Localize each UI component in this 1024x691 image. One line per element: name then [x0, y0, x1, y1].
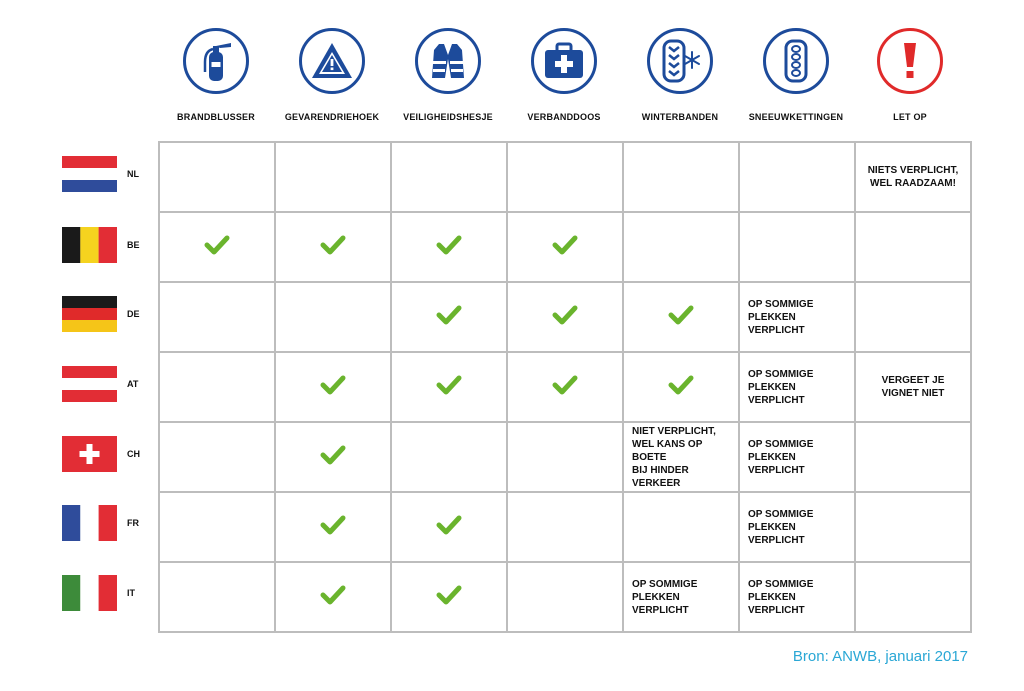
- table-cell: [739, 422, 855, 492]
- first-aid-kit-icon: [531, 28, 597, 94]
- checkmark-icon: [552, 235, 578, 255]
- table-cell: [623, 282, 739, 352]
- table-cell: [275, 212, 391, 282]
- column-header-gevarendriehoek: [274, 28, 390, 122]
- austria-flag: [62, 366, 117, 402]
- row-label-de: [62, 296, 140, 332]
- table-cell: [391, 282, 507, 352]
- table-cell: [275, 352, 391, 422]
- row-label-at: [62, 366, 138, 402]
- table-cell: [391, 212, 507, 282]
- table-cell: [159, 422, 275, 492]
- table-cell: [507, 212, 623, 282]
- table-cell: [159, 562, 275, 632]
- checkmark-icon: [436, 585, 462, 605]
- table-cell: [855, 422, 971, 492]
- table-cell: [623, 212, 739, 282]
- winter-tire-icon: [647, 28, 713, 94]
- row-label-ch: [62, 436, 140, 472]
- country-code: AT: [127, 379, 139, 389]
- table-row: [159, 422, 971, 492]
- checkmark-icon: [668, 305, 694, 325]
- table-cell: [159, 212, 275, 282]
- belgium-flag: [62, 227, 117, 263]
- column-header-winterbanden: [622, 28, 738, 122]
- safety-vest-icon: [415, 28, 481, 94]
- table-row: [159, 212, 971, 282]
- table-cell: [391, 562, 507, 632]
- table-cell: [855, 352, 971, 422]
- column-label: LET OP: [893, 112, 927, 122]
- table-cell: [159, 492, 275, 562]
- switzerland-flag: [62, 436, 117, 472]
- table-cell: [159, 282, 275, 352]
- table-cell: [391, 492, 507, 562]
- cell-note: NIET VERPLICHT, WEL KANS OP BOETE BIJ HINDER VERKEER: [632, 425, 716, 489]
- table-cell: [275, 142, 391, 212]
- table-cell: [275, 492, 391, 562]
- checkmark-icon: [320, 585, 346, 605]
- column-header-let-op: [852, 28, 968, 122]
- table-cell: [855, 142, 971, 212]
- warning-triangle-icon: [299, 28, 365, 94]
- table-cell: [275, 562, 391, 632]
- table-cell: [623, 492, 739, 562]
- table-cell: [507, 352, 623, 422]
- table-cell: [623, 352, 739, 422]
- germany-flag: [62, 296, 117, 332]
- table-row: [159, 282, 971, 352]
- checkmark-icon: [320, 515, 346, 535]
- table-cell: [623, 562, 739, 632]
- table-cell: [855, 492, 971, 562]
- table-cell: [739, 562, 855, 632]
- france-flag: [62, 505, 117, 541]
- table-cell: [507, 142, 623, 212]
- country-code: BE: [127, 240, 140, 250]
- column-header-veiligheidshesje: [390, 28, 506, 122]
- column-label: BRANDBLUSSER: [177, 112, 255, 122]
- table-cell: [623, 142, 739, 212]
- table-cell: [855, 562, 971, 632]
- row-label-fr: [62, 505, 139, 541]
- checkmark-icon: [436, 515, 462, 535]
- table-row: [159, 142, 971, 212]
- cell-note: OP SOMMIGE PLEKKEN VERPLICHT: [748, 438, 814, 476]
- checkmark-icon: [204, 235, 230, 255]
- column-header-verbanddoos: [506, 28, 622, 122]
- cell-note: OP SOMMIGE PLEKKEN VERPLICHT: [748, 508, 814, 546]
- table-row: [159, 492, 971, 562]
- country-code: DE: [127, 309, 140, 319]
- source-note: Bron: ANWB, januari 2017: [792, 648, 968, 665]
- column-label: SNEEUWKETTINGEN: [748, 112, 844, 122]
- row-label-it: [62, 575, 135, 611]
- cell-note: NIETS VERPLICHT, WEL RAADZAAM!: [867, 165, 959, 189]
- column-label: GEVARENDRIEHOEK: [284, 112, 380, 122]
- checkmark-icon: [668, 375, 694, 395]
- table-row: [159, 352, 971, 422]
- table-cell: [391, 352, 507, 422]
- requirements-table: [158, 141, 972, 633]
- cell-note: OP SOMMIGE PLEKKEN VERPLICHT: [748, 368, 814, 406]
- checkmark-icon: [436, 375, 462, 395]
- exclamation-icon: [877, 28, 943, 94]
- table-cell: [623, 422, 739, 492]
- table-cell: [507, 282, 623, 352]
- table-cell: [507, 562, 623, 632]
- table-cell: [159, 352, 275, 422]
- table-row: [159, 562, 971, 632]
- checkmark-icon: [320, 375, 346, 395]
- checkmark-icon: [320, 235, 346, 255]
- table-cell: [507, 422, 623, 492]
- netherlands-flag: [62, 156, 117, 192]
- column-label: VERBANDDOOS: [527, 112, 601, 122]
- cell-note: VERGEET JE VIGNET NIET: [881, 375, 945, 399]
- table-cell: [739, 282, 855, 352]
- cell-note: OP SOMMIGE PLEKKEN VERPLICHT: [748, 298, 814, 336]
- snow-chain-tire-icon: [763, 28, 829, 94]
- table-cell: [159, 142, 275, 212]
- table-cell: [855, 282, 971, 352]
- row-label-be: [62, 227, 140, 263]
- table-cell: [739, 212, 855, 282]
- country-code: CH: [127, 449, 140, 459]
- checkmark-icon: [436, 235, 462, 255]
- fire-extinguisher-icon: [183, 28, 249, 94]
- table-cell: [739, 492, 855, 562]
- cell-note: OP SOMMIGE PLEKKEN VERPLICHT: [748, 578, 814, 616]
- table-cell: [275, 282, 391, 352]
- checkmark-icon: [552, 375, 578, 395]
- country-code: NL: [127, 169, 139, 179]
- italy-flag: [62, 575, 117, 611]
- table-cell: [275, 422, 391, 492]
- row-label-nl: [62, 156, 139, 192]
- table-cell: [855, 212, 971, 282]
- checkmark-icon: [320, 445, 346, 465]
- table-cell: [739, 352, 855, 422]
- cell-note: OP SOMMIGE PLEKKEN VERPLICHT: [632, 578, 698, 616]
- column-header-brandblusser: [158, 28, 274, 122]
- checkmark-icon: [436, 305, 462, 325]
- table-cell: [391, 142, 507, 212]
- column-label: VEILIGHEIDSHESJE: [403, 112, 493, 122]
- checkmark-icon: [552, 305, 578, 325]
- table-cell: [507, 492, 623, 562]
- table-cell: [739, 142, 855, 212]
- country-code: IT: [127, 588, 135, 598]
- table-cell: [391, 422, 507, 492]
- column-header-sneeuwkettingen: [738, 28, 854, 122]
- country-code: FR: [127, 518, 139, 528]
- column-label: WINTERBANDEN: [641, 112, 719, 122]
